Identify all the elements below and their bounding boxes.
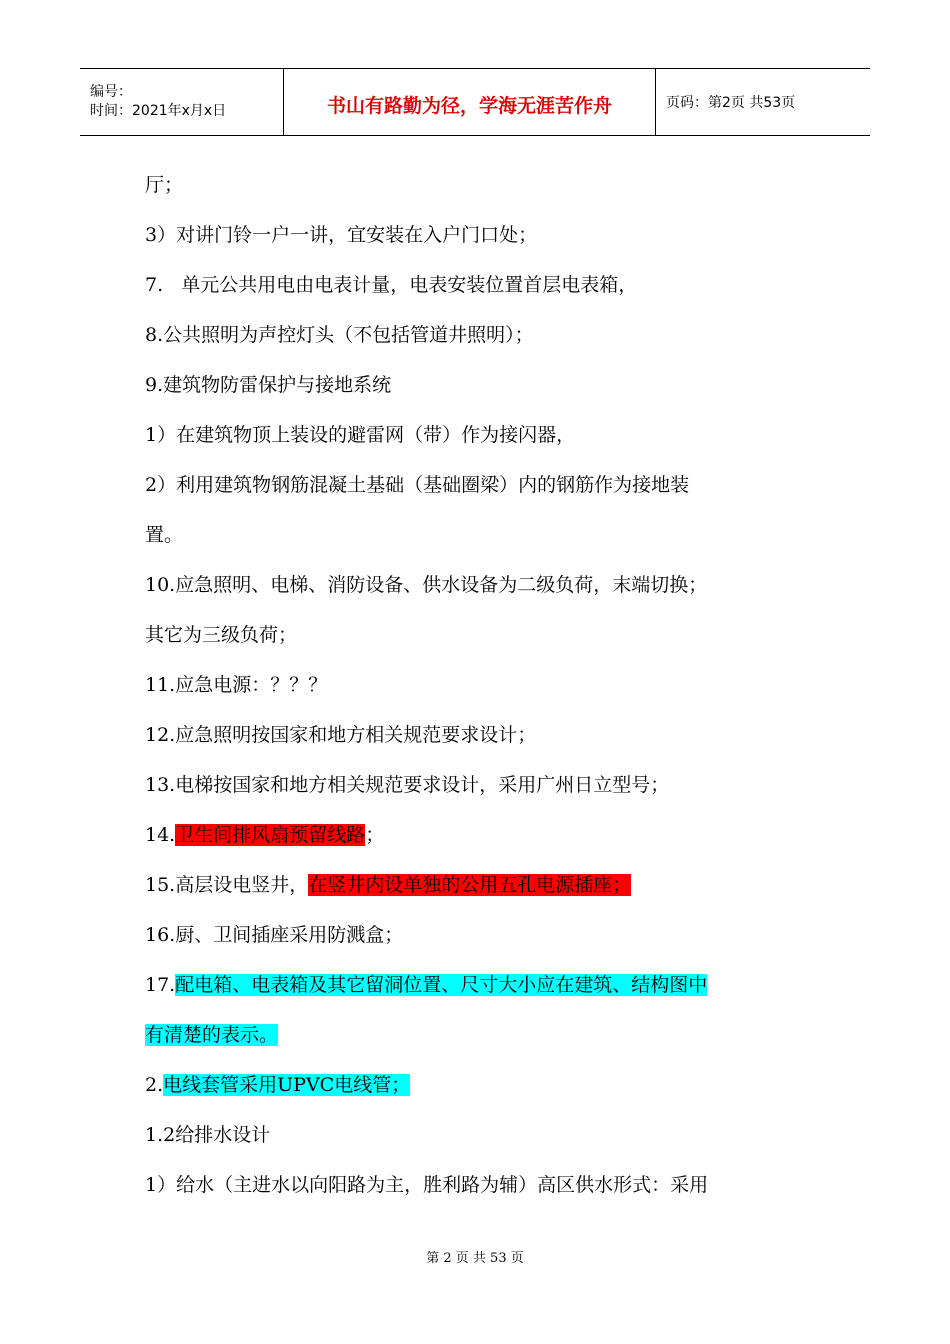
text-line: 其它为三级负荷； (145, 624, 298, 646)
text-line-17-cont (145, 1010, 815, 1060)
page-header (80, 68, 870, 136)
highlight-red: 在竖井内设单独的公用五孔电源插座； (308, 874, 632, 896)
page-footer: 第 2 页 共 53 页 (426, 1251, 524, 1266)
text-line: 10.应急照明、电梯、消防设备、供水设备为二级负荷，末端切换； (145, 574, 708, 596)
line-prefix: 17. (145, 974, 176, 996)
time-label: 时间：2021年x月x日 (90, 103, 227, 119)
line-prefix: 15.高层设电竖井， (145, 874, 309, 896)
text-line: 1）给水（主进水以向阳路为主，胜利路为辅）高区供水形式：采用 (145, 1174, 709, 1196)
line-suffix: ； (365, 824, 385, 846)
text-line: 8.公共照明为声控灯头（不包括管道井照明）； (145, 324, 534, 346)
header-motto: 书山有路勤为径，学海无涯苦作舟 (283, 69, 656, 135)
text-line-16: 16.厨、卫间插座采用防溅盒； (145, 924, 404, 946)
header-meta (80, 69, 283, 135)
line-prefix: 14. (145, 824, 176, 846)
text-line: 厅； (145, 174, 184, 196)
highlight-cyan: 配电箱、电表箱及其它留洞位置、尺寸大小应在建筑、结构图中 (175, 974, 708, 996)
document-body (145, 160, 815, 1210)
highlight-red: 卫生间排风扇预留线路 (175, 824, 366, 846)
header-page-info: 页码：第2页 共53页 (666, 95, 796, 111)
text-line: 11.应急电源：？？？ (145, 674, 328, 696)
text-line: 9.建筑物防雷保护与接地系统 (145, 374, 392, 396)
text-line-17 (145, 960, 815, 1010)
text-line: 3）对讲门铃一户一讲，宜安装在入户门口处； (145, 224, 538, 246)
text-line-15 (145, 860, 815, 910)
number-label: 编号： (90, 84, 132, 100)
text-line: 1）在建筑物顶上装设的避雷网（带）作为接闪器， (145, 424, 576, 446)
text-line: 12.应急照明按国家和地方相关规范要求设计； (145, 724, 537, 746)
highlight-cyan: 有清楚的表示。 (145, 1024, 279, 1046)
text-line: 13.电梯按国家和地方相关规范要求设计，采用广州日立型号； (145, 774, 670, 796)
section-heading: 1.2给排水设计 (145, 1124, 271, 1146)
text-line-2 (145, 1060, 815, 1110)
line-prefix: 2. (145, 1074, 164, 1096)
text-line: 置。 (145, 524, 184, 546)
highlight-cyan: 电线套管采用UPVC电线管； (163, 1074, 411, 1096)
text-line: 7. 单元公共用电由电表计量，电表安装位置首层电表箱， (145, 274, 638, 296)
text-line-14 (145, 810, 815, 860)
text-line: 2）利用建筑物钢筋混凝土基础（基础圈梁）内的钢筋作为接地装 (145, 474, 690, 496)
